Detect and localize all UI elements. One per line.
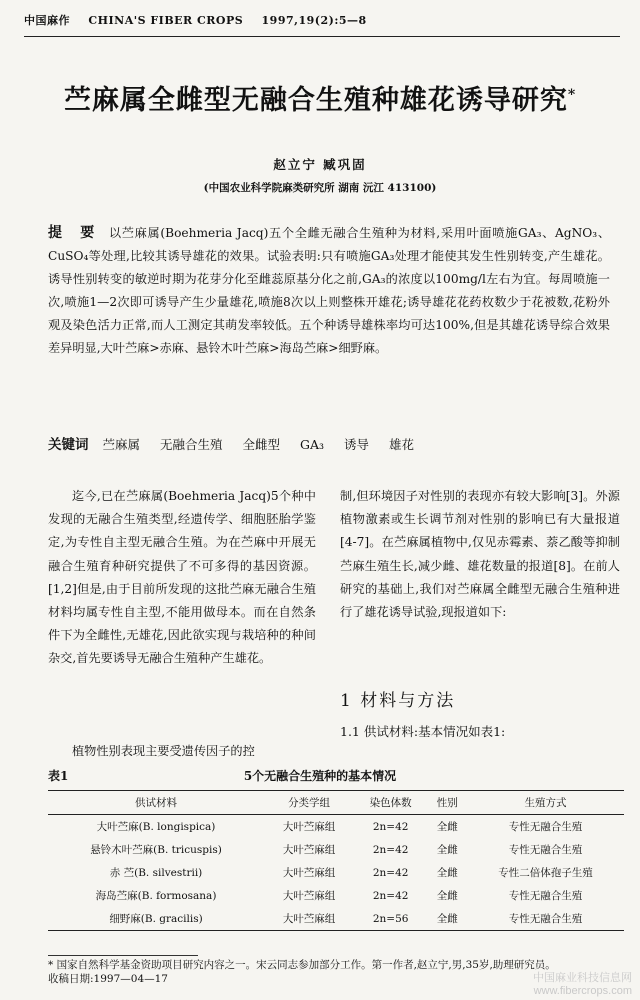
subsection-heading: 1.1 供试材料:基本情况如表1:	[340, 724, 506, 739]
keyword: 全雌型	[242, 437, 280, 452]
intro-paragraph-right: 制,但环境因子对性别的表现亦有较大影响[3]。外源植物激素或生长调节剂对性别的影响已有大量报道[4-7]。在苎麻属植物中,仅见赤霉素、萘乙酸等抑制苎麻生殖生长,减少雌、雄花数量的报道[8]。在前人研究的基础上,我们对苎麻属全雌型无融合生殖种进行了雄花诱导试验,现报道如下:	[340, 489, 620, 620]
table-cell: 2n=56	[354, 907, 427, 931]
table-cell: 2n=42	[372, 889, 409, 902]
keyword: 苎麻属	[102, 437, 140, 452]
authors: 赵立宁 臧巩固	[273, 157, 367, 172]
footnote-rule	[48, 955, 198, 956]
species-table	[48, 790, 624, 931]
table-cell: 全雌	[436, 821, 458, 833]
table-header-cell: 分类学组	[264, 791, 354, 815]
keyword: 雄花	[389, 437, 415, 452]
table-header-cell: 染色体数	[354, 791, 427, 815]
table-cell: 2n=42	[372, 866, 409, 879]
table-row	[48, 861, 624, 884]
keyword: 诱导	[344, 437, 370, 452]
title-footnote-mark: *	[567, 87, 577, 103]
abstract-text: 以苎麻属(Boehmeria Jacq)五个全雌无融合生殖种为材料,采用叶面喷施GA₃、AgNO₃、CuSO₄等处理,比较其诱导雄花的效果。试验表明:只有喷施GA₃处理才能使其发生性别转变,产生雄花。诱导性别转变的敏逆时期为花芽分化至雌蕊原基分化之前,GA₃的浓度以100mg/l左右为宜。每周喷施一次,喷施1—2次即可诱导产生少量雄花,喷施8次以上则整株开雄花;诱导雄花花药枚数少于花被数,花粉外观及染色活力正常,而人工测定其萌发率较低。五个种诱导雄株率均可达100%,但是其雄花诱导综合效果差异明显,大叶苎麻>赤麻、悬铃木叶苎麻>海岛苎麻>细野麻。	[48, 226, 611, 355]
table-cell: 专性无融合生殖	[467, 907, 624, 931]
abstract	[48, 222, 610, 360]
table-header-cell: 供试材料	[48, 791, 264, 815]
table-cell: 海岛苎麻(B. formosana)	[95, 890, 217, 902]
table-cell: 细野麻(B. gracilis)	[48, 907, 264, 931]
keywords-label: 关键词	[48, 437, 89, 453]
table-cell: 2n=42	[372, 820, 409, 833]
table-cell: 大叶苎麻组	[282, 844, 336, 856]
table-header-cell: 生殖方式	[467, 791, 624, 815]
table-cell: 悬铃木叶苎麻(B. tricuspis)	[90, 844, 222, 856]
paper-title: 苎麻属全雌型无融合生殖种雄花诱导研究*	[63, 85, 577, 116]
table-cell: 赤 苎(B. silvestrii)	[109, 867, 203, 879]
keyword: GA₃	[299, 437, 325, 452]
table-cell: 专性无融合生殖	[508, 890, 583, 902]
table-row	[48, 838, 624, 861]
footnote-received-date: 收稿日期:1997—04—17	[48, 973, 168, 985]
table-label: 表1	[48, 769, 69, 783]
table-caption: 5个无融合生殖种的基本情况	[243, 769, 397, 783]
table-cell: 大叶苎麻组	[282, 890, 336, 902]
table-cell: 全雌	[436, 844, 458, 856]
table-cell: 大叶苎麻组	[264, 907, 354, 931]
table-cell: 专性无融合生殖	[508, 821, 583, 833]
table-cell: 2n=42	[372, 843, 409, 856]
affiliation: (中国农业科学院麻类研究所 湖南 沅江 413100)	[203, 182, 437, 194]
journal-header	[24, 12, 620, 37]
abstract-label: 提 要	[48, 225, 101, 241]
table-row	[48, 884, 624, 907]
journal-issue: 1997,19(2):5—8	[261, 14, 367, 27]
table-header-cell: 性别	[427, 791, 467, 815]
table-cell: 大叶苎麻(B. longispica)	[96, 821, 216, 833]
table-row	[48, 907, 624, 931]
intro-paragraph-1: 迄今,已在苎麻属(Boehmeria Jacq)5个种中发现的无融合生殖类型,经遗传学、细胞胚胎学鉴定,为专性自主型无融合生殖。为在苎麻中开展无融合生殖育种研究提供了不可多得的基因资源。[1,2]但是,由于目前所发现的这批苎麻无融合生殖材料均属专性自主型,不能用做母本。而在自然条件下为全雌性,无雄花,因此欲实现与栽培种的种间杂交,首先要诱导无融合生殖种产生雄花。	[48, 489, 316, 666]
table-header-row	[48, 791, 624, 815]
table-cell: 专性二倍体孢子生殖	[498, 867, 593, 879]
table-cell: 全雌	[436, 867, 458, 879]
journal-name-en: CHINA'S FIBER CROPS	[88, 14, 244, 27]
table-cell: 全雌	[427, 907, 467, 931]
keyword: 无融合生殖	[159, 437, 223, 452]
footnote-funding: * 国家自然科学基金资助项目研究内容之一。宋云同志参加部分工作。第一作者,赵立宁,男,35岁,助理研究员。	[48, 959, 556, 971]
table-cell: 大叶苎麻组	[282, 867, 336, 879]
watermark: 中国麻业科技信息网 www.fibercrops.com	[533, 972, 632, 997]
keywords	[48, 433, 610, 453]
journal-name-cn: 中国麻作	[24, 14, 70, 27]
table-cell: 专性无融合生殖	[508, 844, 583, 856]
table-row	[48, 815, 624, 839]
table-cell: 大叶苎麻组	[282, 821, 336, 833]
table-cell: 全雌	[436, 890, 458, 902]
section-heading: 1 材料与方法	[340, 691, 456, 711]
intro-paragraph-2: 植物性别表现主要受遗传因子的控	[72, 744, 255, 758]
